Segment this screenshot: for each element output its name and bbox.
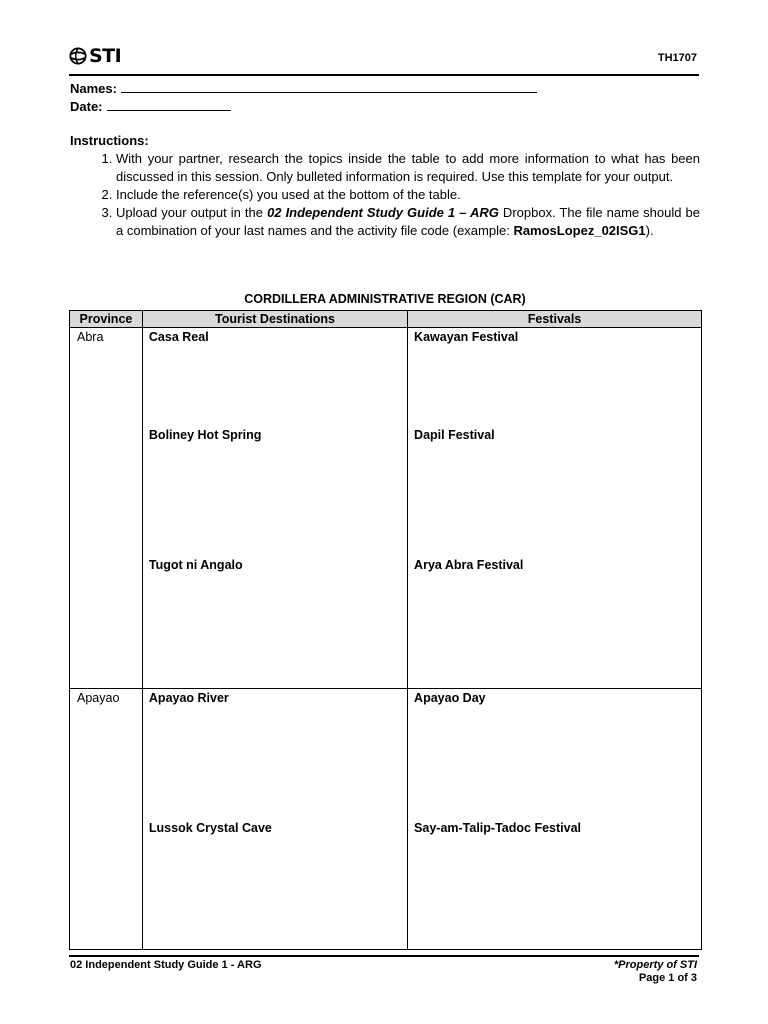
page-header — [69, 40, 699, 76]
instruction-item-2: 2. Include the reference(s) you used at the bottom of the table. — [116, 186, 700, 204]
property-notice: *Property of STI — [613, 959, 697, 971]
tourist-destination: Casa Real — [148, 330, 209, 344]
festival-cell[interactable] — [408, 328, 702, 689]
date-label: Date: — [70, 99, 103, 114]
province-cell[interactable] — [70, 328, 143, 689]
names-line[interactable] — [121, 80, 537, 93]
province-name: Apayao — [77, 691, 120, 705]
instructions-section — [70, 132, 700, 240]
tourist-cell[interactable] — [142, 328, 407, 689]
header-tourist-destinations: Tourist Destinations — [142, 311, 407, 328]
date-field — [70, 98, 231, 114]
instruction-item-1: 1. With your partner, research the topics inside the table to add more information to what has been discussed in this session. Only bulleted information is required. Use this template for your output. — [116, 150, 700, 186]
names-label: Names: — [70, 81, 117, 96]
header-festivals: Festivals — [408, 311, 702, 328]
document-code: TH1707 — [657, 52, 697, 64]
footer-document-title: 02 Independent Study Guide 1 - ARG — [70, 959, 262, 971]
tourist-destination: Boliney Hot Spring — [148, 428, 262, 442]
festival-cell[interactable] — [408, 689, 702, 950]
instructions-title: Instructions: — [70, 133, 149, 148]
festival-name: Apayao Day — [414, 691, 486, 705]
festival-name: Arya Abra Festival — [414, 558, 524, 572]
table-header-row — [70, 311, 702, 328]
globe-icon — [69, 47, 87, 65]
festival-name: Kawayan Festival — [414, 330, 519, 344]
tourist-destination: Tugot ni Angalo — [148, 558, 243, 572]
tourist-destination: Lussok Crystal Cave — [148, 821, 272, 835]
region-table — [69, 310, 702, 950]
instruction-item-3 — [116, 204, 700, 240]
instructions-list — [70, 150, 700, 240]
footer-right — [614, 959, 697, 985]
province-name: Abra — [77, 330, 104, 344]
names-field — [70, 80, 537, 96]
file-code-example: RamosLopez_02ISG1 — [513, 223, 646, 238]
festival-name: Say-am-Talip-Tadoc Festival — [414, 821, 581, 835]
tourist-cell[interactable] — [142, 689, 407, 950]
sti-logo — [69, 44, 121, 68]
dropbox-name: 02 Independent Study Guide 1 – ARG — [267, 205, 499, 220]
tourist-destination: Apayao River — [148, 691, 229, 705]
header-province: Province — [70, 311, 143, 328]
instruction-3-text-end: ). — [645, 223, 654, 238]
date-line[interactable] — [107, 98, 231, 111]
page-footer — [69, 955, 699, 984]
page-number: Page 1 of 3 — [638, 972, 697, 984]
table-title: CORDILLERA ADMINISTRATIVE REGION (CAR) — [244, 292, 526, 306]
province-cell[interactable] — [70, 689, 143, 950]
instruction-3-text: Upload your output in the — [116, 205, 268, 220]
instruction-3-text-mid: Dropbox. The file name should be a combination of your last names and the activity file code (example: — [116, 205, 700, 238]
logo-text: STI — [89, 45, 122, 67]
table-row — [70, 328, 702, 689]
festival-name: Dapil Festival — [414, 428, 495, 442]
table-row — [70, 689, 702, 950]
